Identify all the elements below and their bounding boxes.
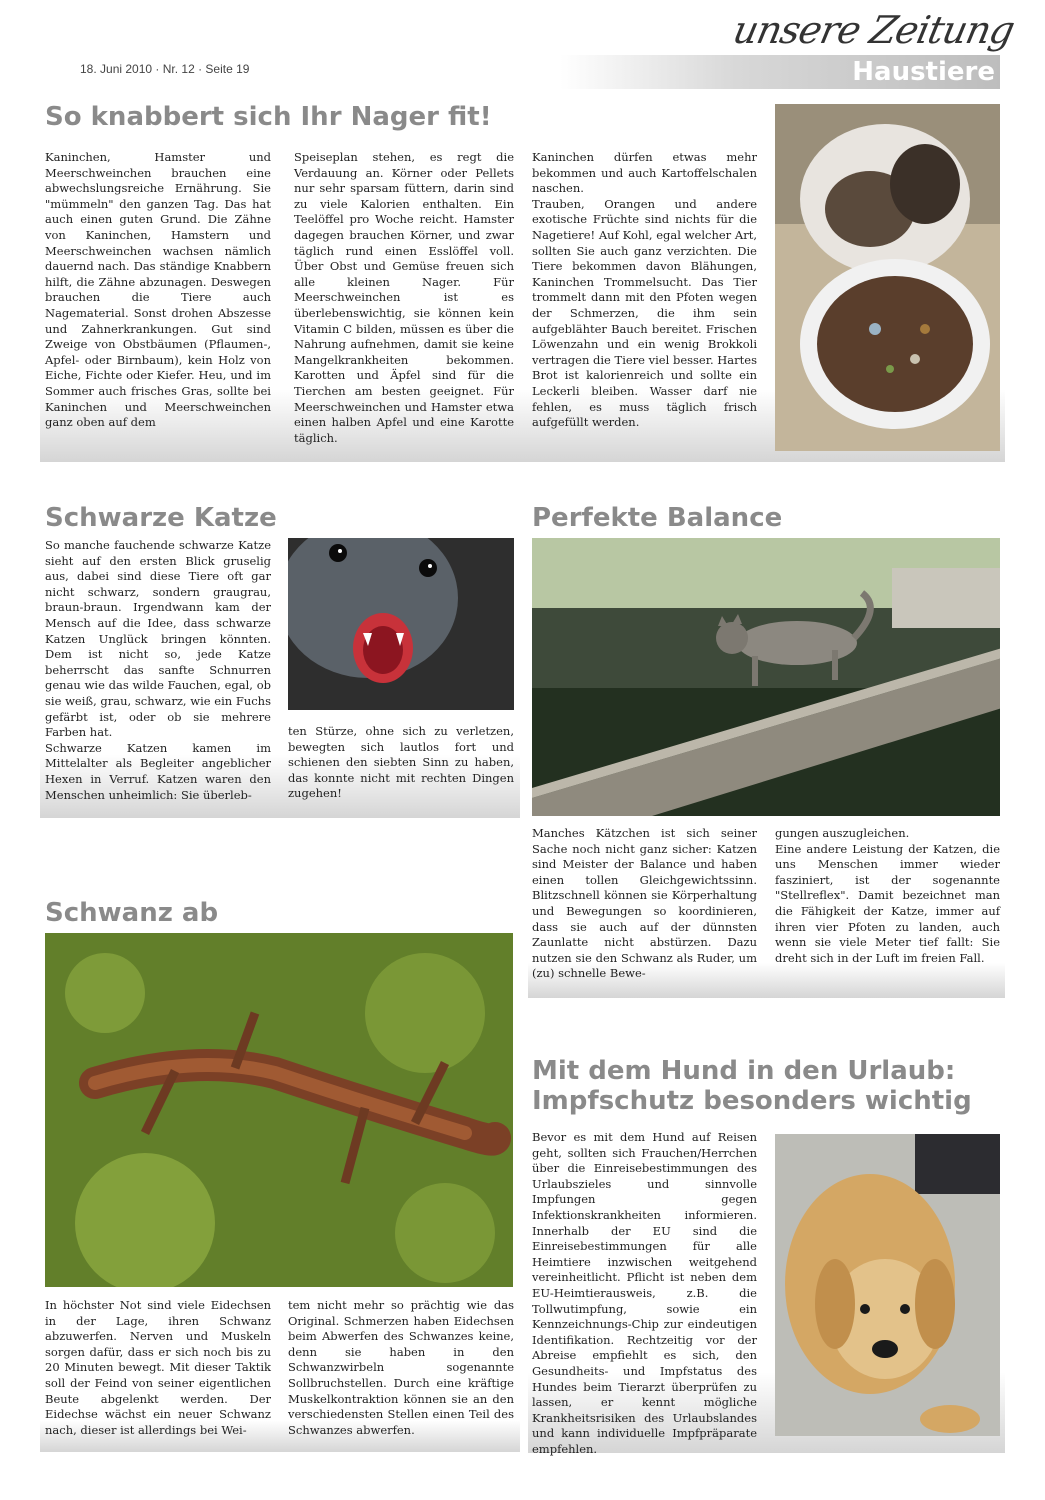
newspaper-logo: unsere Zeitung <box>729 8 1018 52</box>
section-title: Haustiere <box>852 57 995 87</box>
headline-hund-line-2: Impfschutz besonders wichtig <box>532 1086 972 1116</box>
katze-column-2: ten Stürze, ohne sich zu verletzen, bewegten sich lautlos fort und schienen den siebten Sinn zu haben, das konnte nicht mit rechten Dingen zugehen! <box>288 724 514 801</box>
nager-col3-para2: Trauben, Orangen und andere exotische Früchte sind nichts für die Nagetiere! Auf Kohl, egal welcher Art, sollten Sie auch ganz verzichten. Die Tiere bekommen davon Blähungen, Kaninchen Trommelsucht. Das Tier trommelt dann mit den Pfoten wegen der Schmerzen, die ihm sein aufgeblähter Bauch bereitet. Frischen Löwenzahn und ein wenig Brokkoli vertragen die Tiere viel besser. Hartes Brot ist kalorienreich und sollte ein Leckerli bleiben. Wasser darf nie fehlen, es muss täglich frisch aufgefüllt werden. <box>532 196 757 430</box>
balance-column-2 <box>775 826 1000 966</box>
headline-schwanz: Schwanz ab <box>45 898 219 928</box>
guinea-pig-photo <box>775 104 1000 451</box>
dog-photo <box>775 1134 1000 1436</box>
cat-balance-photo <box>532 538 1000 816</box>
headline-nager: So knabbert sich Ihr Nager fit! <box>45 102 492 132</box>
headline-hund-line-1: Mit dem Hund in den Urlaub: <box>532 1056 956 1086</box>
katze-column-1 <box>45 538 271 803</box>
balance-column-1: Manches Kätzchen ist sich seiner Sache noch nicht ganz sicher: Katzen sind Meister der Balance und haben einen tollen Gleichgewichtssinn. Blitzschnell können sie Körperhaltung und Bewegungen so koordinieren, dass sie auch auf der dünnsten Zaunlatte nicht abstürzen. Dazu nutzen sie den Schwanz als Ruder, um (zu) schnelle Bewe- <box>532 826 757 981</box>
lizard-photo <box>45 933 513 1287</box>
hund-column-1: Bevor es mit dem Hund auf Reisen geht, sollten sich Frauchen/Herrchen über die Einreisebestimmungen des Urlaubszieles und sinnvolle Impfungen gegen Infektionskrankheiten informieren. Innerhalb der EU sind die Einreisebestimmungen für alle Heimtiere inzwischen weitgehend vereinheitlicht. Pflicht ist neben dem EU-Heimtierausweis, z.B. die Tollwutimpfung, sowie ein Kennzeichnungs-Chip zur eindeutigen Identifikation. Rechtzeitig vor der Abreise empfiehlt es sich, den Gesundheits- und Impfstatus des Hundes beim Tierarzt überprüfen zu lassen, er kennt mögliche Krankheitsrisiken des Urlaubslandes und kann individuelle Impfpräparate empfehlen. <box>532 1130 757 1456</box>
nager-column-1: Kaninchen, Hamster und Meerschweinchen brauchen eine abwechslungsreiche Ernährung. Sie "mümmeln" den ganzen Tag. Das hat auch einen guten Grund. Die Zähne von Kaninchen, Hamstern und Meerschweinchen wachsen nämlich dauernd nach. Das ständige Knabbern hilft, die Zähne abzunagen. Deswegen brauchen die Tiere auch Nagematerial. Sonst drohen Abszesse und Zahnerkrankungen. Gut sind Zweige von Obstbäumen (Pflaumen-, Apfel- oder Birnbaum), kein Holz von Eiche, Fichte oder Kiefer. Heu, und im Sommer auch frisches Gras, sollte bei Kaninchen und Meerschweinchen ganz oben auf dem <box>45 150 271 430</box>
balance-col2-para1: gungen auszugleichen. <box>775 826 910 840</box>
nager-col3-para1: Kaninchen dürfen etwas mehr bekommen und auch Kartoffelschalen naschen. <box>532 150 757 196</box>
headline-katze: Schwarze Katze <box>45 503 277 533</box>
katze-col1-para1: So manche fauchende schwarze Katze sieht auf den ersten Blick gruselig aus, dabei sind diese Tiere oft gar nicht schwarz, sondern graugrau, braun-braun. Irgendwann kam der Mensch auf die Idee, dass schwarze Katzen Unglück bringen könnten. Dem ist nicht so, jede Katze beherrscht das sanfte Schnurren genau wie das wilde Fauchen, egal, ob sie weiß, grau, schwarz, wie ein Fuchs gefärbt ist, oder ob sie mehrere Farben hat. <box>45 538 271 740</box>
schwanz-column-1: In höchster Not sind viele Eidechsen in der Lage, ihren Schwanz abzuwerfen. Nerven und Muskeln sorgen dafür, dass er sich noch bis zu 20 Minuten bewegt. Mit dieser Taktik soll der Feind von seiner eigentlichen Beute abgelenkt werden. Der Eidechse wächst ein neuer Schwanz nach, dieser ist allerdings bei Wei- <box>45 1298 271 1437</box>
headline-balance: Perfekte Balance <box>532 503 783 533</box>
nager-column-3 <box>532 150 757 431</box>
black-cat-photo <box>288 538 514 710</box>
dateline: 18. Juni 2010 · Nr. 12 · Seite 19 <box>80 62 250 76</box>
katze-col1-para2: Schwarze Katzen kamen im Mittelalter als Begleiter angeblicher Hexen in Verruf. Katzen waren den Menschen unheimlich: Sie überleb- <box>45 740 271 802</box>
nager-column-2: Speiseplan stehen, es regt die Verdauung an. Körner oder Pellets nur sehr sparsam füttern, darin sind zu viele Kalorien enthalten. Ein Teelöffel pro Woche reicht. Hamster dagegen brauchen Körner, und zwar täglich rund einen Esslöffel voll. Über Obst und Gemüse freuen sich alle kleinen Nager. Für Meerschweinchen ist es überlebenswichtig, sie können kein Vitamin C bilden, müssen es über die Nahrung aufnehmen, damit sie keine Mangelkrankheiten bekommen. Karotten und Äpfel sind für die Tierchen am besten geeignet. Für Meerschweinchen und Hamster etwa einen halben Apfel und eine Karotte täglich. <box>294 150 514 445</box>
balance-col2-para2: Eine andere Leistung der Katzen, die uns Menschen immer wieder fasziniert, ist der sogenannte "Stellreflex". Damit bezeichnet man die Fähigkeit der Katze, immer auf ihren vier Pfoten zu landen, auch wenn sie viele Meter tief fallt: Sie dreht sich in der Luft im freien Fall. <box>775 841 1000 965</box>
schwanz-column-2: tem nicht mehr so prächtig wie das Original. Schmerzen haben Eidechsen beim Abwerfen des Schwanzes keine, denn sie haben in den Schwanzwirbeln sogenannte Sollbruchstellen. Durch eine kräftige Muskelkontraktion können sie an den verschiedensten Stellen einen Teil des Schwanzes abwerfen. <box>288 1298 514 1437</box>
headline-hund <box>532 1056 1002 1116</box>
